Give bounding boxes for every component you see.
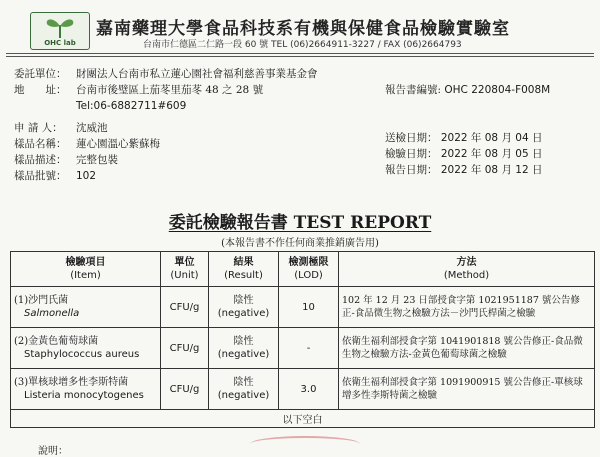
applicant-value: 沈威池	[76, 122, 108, 134]
result-cell: 陰性 (negative)	[209, 369, 279, 410]
logo-text: OHC lab	[44, 39, 76, 47]
report-dates	[385, 130, 542, 178]
header-result: 結果 (Result)	[209, 252, 279, 287]
lod-cell: 10	[279, 287, 339, 328]
method-cell: 依衛生福利部授食字第 1091900915 號公告修正-單核球增多性李斯特菌之檢驗	[339, 369, 595, 410]
table-header-row	[11, 252, 595, 287]
table-row	[11, 328, 595, 369]
client-tel-row	[14, 98, 318, 114]
sent-date-row	[385, 130, 542, 146]
results-table	[10, 251, 595, 428]
sent-date-value: 2022 年 08 月 04 日	[440, 132, 543, 144]
sprout-icon	[31, 13, 89, 39]
applicant-row	[14, 120, 318, 136]
table-row	[11, 369, 595, 410]
header-unit: 單位 (Unit)	[161, 252, 209, 287]
method-cell: 依衛生福利部授食字第 1041901818 號公告修正-食品微生物之檢驗方法-金黃色葡萄球菌之檢驗	[339, 328, 595, 369]
result-cell: 陰性 (negative)	[209, 328, 279, 369]
report-date-value: 2022 年 08 月 12 日	[440, 164, 543, 176]
test-date-value: 2022 年 08 月 05 日	[440, 148, 543, 160]
report-title: 委託檢驗報告書 TEST REPORT	[168, 213, 432, 233]
lab-logo	[30, 12, 90, 50]
client-unit-label: 委託單位：	[14, 68, 67, 80]
client-unit-value: 財團法人台南市私立蓮心園社會福利慈善事業基金會	[76, 68, 318, 80]
client-address-label: 地 址：	[14, 84, 67, 96]
lod-cell: 3.0	[279, 369, 339, 410]
report-number-value: OHC 220804-F008M	[444, 84, 551, 96]
unit-cell: CFU/g	[161, 328, 209, 369]
report-date-label: 報告日期：	[385, 164, 438, 176]
item-cell: (1)沙門氏菌 Salmonella	[11, 287, 161, 328]
sample-name-label: 樣品名稱：	[14, 138, 67, 150]
test-date-label: 檢驗日期：	[385, 148, 438, 160]
lod-cell: -	[279, 328, 339, 369]
report-number-label: 報告書編號:	[385, 84, 442, 96]
report-number	[385, 82, 550, 98]
result-cell: 陰性 (negative)	[209, 287, 279, 328]
footer-note-label: 說明：	[38, 446, 68, 457]
client-address-value: 台南市後璧區上茄苳里茄苳 48 之 28 號	[76, 84, 264, 96]
sample-batch-label: 樣品批號：	[14, 170, 67, 182]
item-cell: (2)金黃色葡萄球菌 Staphylococcus aureus	[11, 328, 161, 369]
table-row	[11, 287, 595, 328]
blank-row	[11, 410, 595, 428]
method-cell: 102 年 12 月 23 日部授食字第 1021951187 號公告修正-食品微生物之檢驗方法－沙門氏桿菌之檢驗	[339, 287, 595, 328]
sample-name-row	[14, 136, 318, 152]
sample-desc-label: 樣品描述：	[14, 154, 67, 166]
sent-date-label: 送檢日期：	[385, 132, 438, 144]
sample-name-value: 蓮心園溫心紫蘇梅	[76, 138, 160, 150]
header-divider	[6, 53, 594, 54]
client-address-row	[14, 82, 318, 98]
blank-note: 以下空白	[11, 410, 595, 428]
item-cell: (3)單核球增多性李斯特菌 Listeria monocytogenes	[11, 369, 161, 410]
lab-address: 台南市仁德區二仁路一段 60 號 TEL (06)2664911-3227 / FAX (06)2664793	[143, 40, 462, 50]
sample-desc-value: 完整包裝	[76, 154, 118, 166]
unit-cell: CFU/g	[161, 369, 209, 410]
sample-batch-value: 102	[76, 170, 97, 182]
header-method: 方法 (Method)	[339, 252, 595, 287]
header-divider-secondary	[6, 56, 594, 57]
unit-cell: CFU/g	[161, 287, 209, 328]
report-date-row	[385, 162, 542, 178]
header-item: 檢驗項目 (Item)	[11, 252, 161, 287]
client-unit-row	[14, 66, 318, 82]
header-lod: 檢測極限 (LOD)	[279, 252, 339, 287]
report-subtitle: (本報告書不作任何商業推銷廣告用)	[221, 238, 379, 249]
lab-title: 嘉南藥理大學食品科技系有機與保健食品檢驗實驗室	[96, 19, 510, 39]
sample-desc-row	[14, 152, 318, 168]
sample-batch-row	[14, 168, 318, 184]
test-date-row	[385, 146, 542, 162]
applicant-label: 申 請 人：	[14, 122, 63, 134]
client-info	[14, 66, 318, 184]
client-tel: Tel:06-6882711#609	[76, 100, 187, 112]
